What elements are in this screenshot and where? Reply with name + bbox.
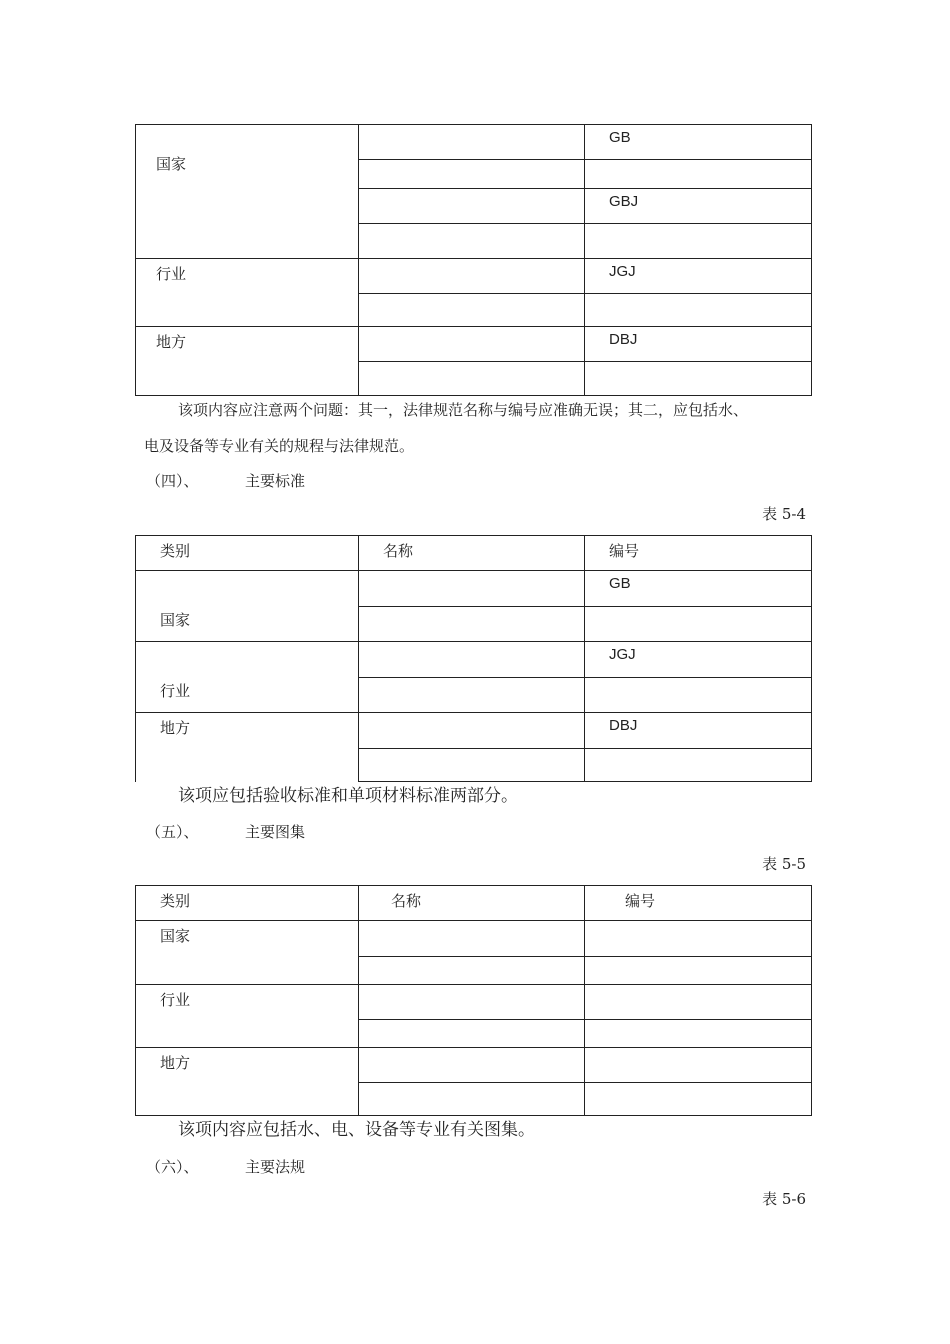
header-code: 编号 [585, 536, 812, 571]
section-5-title: 主要图集 [245, 823, 306, 841]
header-category: 类别 [136, 886, 359, 921]
code-cell [585, 749, 812, 782]
category-local: 地方 [136, 713, 359, 782]
category-local: 地方 [136, 327, 359, 396]
code-cell [585, 362, 812, 396]
name-cell [359, 160, 585, 189]
code-cell [585, 1020, 812, 1048]
standards-table [135, 535, 812, 782]
name-cell [359, 259, 585, 294]
code-cell [585, 160, 812, 189]
paragraph-2: 该项应包括验收标准和单项材料标准两部分。 [178, 786, 518, 806]
name-cell [359, 607, 585, 642]
section-5-number: （五）、 [146, 823, 199, 841]
code-cell: DBJ [585, 327, 812, 362]
name-cell [359, 1083, 585, 1116]
section-4-title: 主要标准 [245, 472, 306, 490]
header-name: 名称 [359, 536, 585, 571]
name-cell [359, 921, 585, 957]
code-cell [585, 921, 812, 957]
category-industry: 行业 [136, 985, 359, 1048]
atlas-table [135, 885, 812, 1116]
code-cell: GBJ [585, 189, 812, 224]
category-local: 地方 [136, 1048, 359, 1116]
code-cell: GB [585, 125, 812, 160]
code-cell [585, 1048, 812, 1083]
category-industry: 行业 [136, 259, 359, 327]
name-cell [359, 362, 585, 396]
section-6-number: （六）、 [146, 1158, 199, 1176]
code-cell: JGJ [585, 642, 812, 678]
code-cell: GB [585, 571, 812, 607]
section-4-number: （四）、 [146, 472, 199, 490]
name-cell [359, 1048, 585, 1083]
code-cell: JGJ [585, 259, 812, 294]
paragraph-3: 该项内容应包括水、电、设备等专业有关图集。 [178, 1120, 535, 1140]
name-cell [359, 327, 585, 362]
code-cell [585, 607, 812, 642]
paragraph-1-line-2: 电及设备等专业有关的规程与法律规范。 [144, 437, 415, 455]
code-cell [585, 957, 812, 985]
table-caption-5-6: 表 5-6 [762, 1190, 806, 1208]
name-cell [359, 571, 585, 607]
code-cell [585, 985, 812, 1020]
header-name: 名称 [359, 886, 585, 921]
name-cell [359, 957, 585, 985]
name-cell [359, 224, 585, 259]
category-industry: 行业 [136, 642, 359, 713]
name-cell [359, 642, 585, 678]
header-category: 类别 [136, 536, 359, 571]
name-cell [359, 985, 585, 1020]
category-national: 国家 [136, 921, 359, 985]
code-cell [585, 1083, 812, 1116]
name-cell [359, 678, 585, 713]
name-cell [359, 294, 585, 327]
regulations-table [135, 124, 812, 396]
code-cell [585, 294, 812, 327]
code-cell [585, 224, 812, 259]
code-cell: DBJ [585, 713, 812, 749]
name-cell [359, 713, 585, 749]
name-cell [359, 749, 585, 782]
code-cell [585, 678, 812, 713]
header-code: 编号 [585, 886, 812, 921]
table-caption-5-4: 表 5-4 [762, 505, 806, 523]
section-6-title: 主要法规 [245, 1158, 306, 1176]
category-national: 国家 [136, 125, 359, 259]
name-cell [359, 1020, 585, 1048]
name-cell [359, 189, 585, 224]
category-national: 国家 [136, 571, 359, 642]
paragraph-1-line-1: 该项内容应注意两个问题：其一，法律规范名称与编号应准确无误；其二，应包括水、 [178, 401, 749, 419]
name-cell [359, 125, 585, 160]
table-caption-5-5: 表 5-5 [762, 855, 806, 873]
